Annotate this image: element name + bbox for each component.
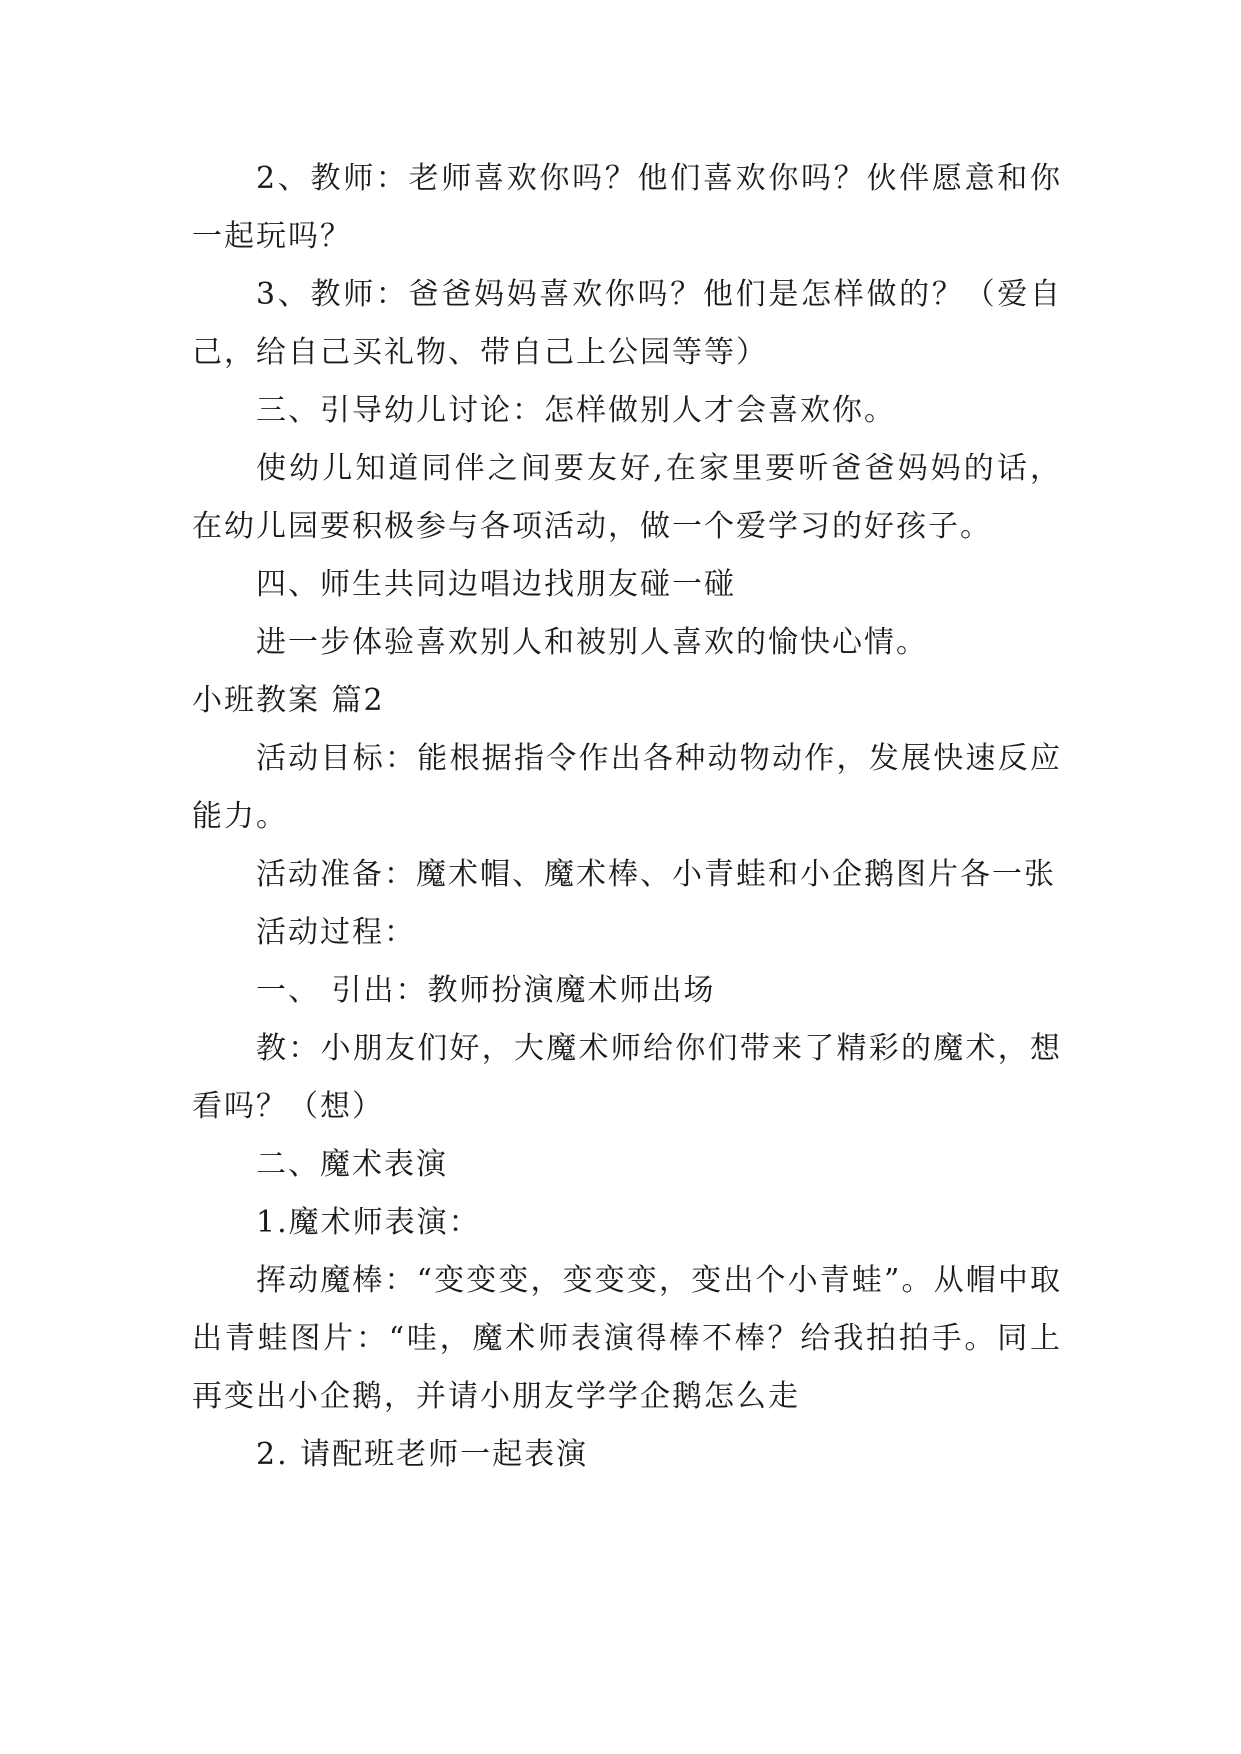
paragraph: 使幼儿知道同伴之间要友好,在家里要听爸爸妈妈的话，在幼儿园要积极参与各项活动，做一个爱学习的好孩子。 xyxy=(192,451,1062,544)
paragraph: 四、师生共同边唱边找朋友碰一碰 xyxy=(256,567,736,602)
document-body xyxy=(192,150,1062,1484)
paragraph: 一、 引出：教师扮演魔术师出场 xyxy=(256,973,716,1008)
paragraph: 二、魔术表演 xyxy=(256,1147,448,1182)
paragraph: 活动准备：魔术帽、魔术棒、小青蛙和小企鹅图片各一张 xyxy=(256,857,1056,892)
paragraph: 活动过程： xyxy=(256,915,416,950)
section-heading: 小班教案 篇2 xyxy=(192,683,385,718)
paragraph: 3、教师：爸爸妈妈喜欢你吗？他们是怎样做的？（爱自己，给自己买礼物、带自己上公园等等） xyxy=(192,277,1062,370)
paragraph: 1.魔术师表演： xyxy=(256,1205,481,1240)
paragraph: 进一步体验喜欢别人和被别人喜欢的愉快心情。 xyxy=(256,625,928,660)
paragraph: 2. 请配班老师一起表演 xyxy=(256,1437,589,1472)
paragraph: 活动目标：能根据指令作出各种动物动作，发展快速反应能力。 xyxy=(192,741,1062,834)
paragraph: 教：小朋友们好，大魔术师给你们带来了精彩的魔术，想看吗？（想） xyxy=(192,1031,1062,1124)
paragraph: 三、引导幼儿讨论：怎样做别人才会喜欢你。 xyxy=(256,393,896,428)
paragraph: 2、教师：老师喜欢你吗？他们喜欢你吗？伙伴愿意和你一起玩吗？ xyxy=(192,161,1062,254)
paragraph: 挥动魔棒：“变变变，变变变，变出个小青蛙”。从帽中取出青蛙图片：“哇，魔术师表演得棒不棒？给我拍拍手。同上再变出小企鹅，并请小朋友学学企鹅怎么走 xyxy=(192,1263,1062,1414)
